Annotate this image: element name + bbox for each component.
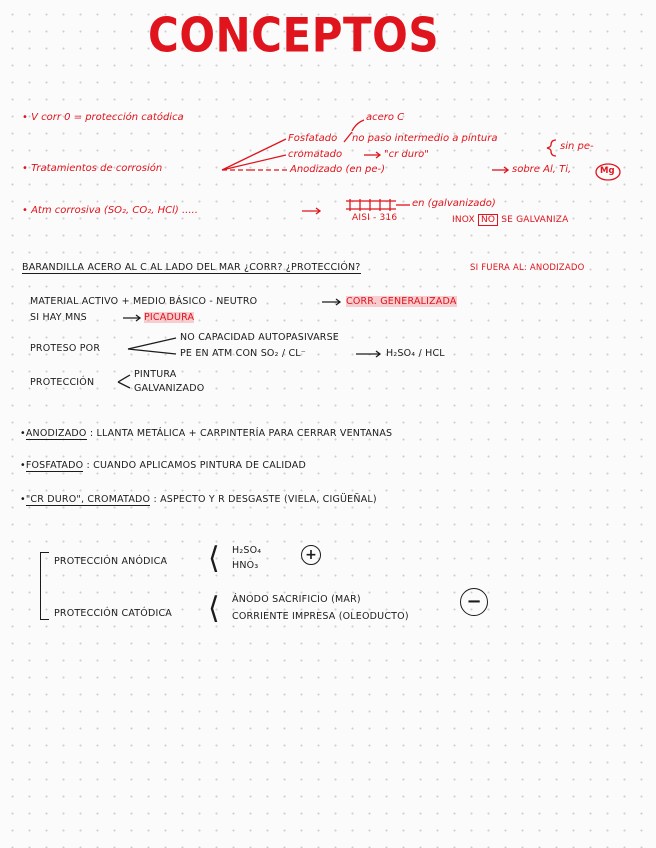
catodica-brace: ⟨ [208,591,220,626]
barandilla-heading-text: BARANDILLA ACERO AL C AL LADO DEL MAR ¿CORR? ¿PROTECCIÓN? [22,262,361,273]
material-line: MATERIAL ACTIVO + MEDIO BÁSICO - NEUTRO [30,296,258,307]
inox-pre: INOX [452,215,475,225]
proteccion-catodica: PROTECCIÓN CATÓDICA [54,608,173,619]
cr-duro-term: "CR DURO", CROMATADO [25,494,151,505]
page-title: CONCEPTOS [148,8,440,63]
proteccion-anodica: PROTECCIÓN ANÓDICA [54,556,168,567]
cromatado-label: cromatado [288,149,343,160]
anodica-brace: ⟨ [208,541,220,576]
fosfatado-term: FOSFATADO [25,460,84,471]
sin-pe: sin pe- [560,141,594,152]
corr-generalizada: CORR. GENERALIZADA [346,296,457,307]
fosfatado-def: •FOSFATADO : CUANDO APLICAMOS PINTURA DE CALIDAD [20,460,306,471]
acero-c: acero C [366,112,405,123]
si-fuera-al: SI FUERA AL: ANODIZADO [470,263,585,273]
atm-label: • Atm corrosiva (SO₂, CO₂, HCl) ..... [22,205,198,216]
fosfatado-note: no paso intermedio a pintura [352,133,498,144]
proteso-por: PROTESO POR [30,343,101,354]
h2so4-hcl: H₂SO₄ / HCL [386,348,445,359]
catodica-item-2: CORRIENTE IMPRESA (OLEODUCTO) [232,611,409,622]
cr-duro-def: •"CR DURO", CROMATADO : ASPECTO Y R DESGASTE (VIELA, CIGÜEÑAL) [20,494,377,505]
minus-sign-icon: − [460,588,488,616]
inox-post: SE GALVANIZA [501,215,569,225]
fosfatado-label: Fosfatado [288,133,338,144]
vcorr-line: • V corr 0 = protección catódica [22,112,184,123]
anodizado-term: ANODIZADO [25,428,87,439]
no-capacidad: NO CAPACIDAD AUTOPASIVARSE [180,332,340,343]
anodizado-def: •ANODIZADO : LLANTA METÁLICA + CARPINTERÍA PARA CERRAR VENTANAS [20,428,393,439]
mg-label: Mg [600,166,615,176]
anodizado-label: Anodizado (en pe-) [290,164,386,175]
picadura: PICADURA [144,312,195,323]
tratamientos-label: • Tratamientos de corrosión [22,163,163,174]
cromatado-note: "cr duro" [384,149,429,160]
galvanizado-note: en (galvanizado) [412,198,496,209]
inox-no-box: NO [478,214,498,226]
inox-line [452,215,568,225]
catodica-item-1: ÁNODO SACRIFICIO (MAR) [232,594,361,605]
fosfatado-text: : CUANDO APLICAMOS PINTURA DE CALIDAD [86,460,306,471]
anodica-item-2: HNO₃ [232,560,259,571]
si-hay-mns: SI HAY MNS [30,312,87,323]
anodizado-text: : LLANTA METÁLICA + CARPINTERÍA PARA CERRAR VENTANAS [89,428,393,439]
pe-atm: PE EN ATM CON SO₂ / CL⁻ [180,348,306,359]
aisi-label: AISI - 316 [352,213,398,223]
cr-duro-text: : ASPECTO Y R DESGASTE (VIELA, CIGÜEÑAL) [153,494,377,505]
proteccion-bracket [40,552,49,620]
anodizado-note: sobre Al, Ti, [512,164,572,175]
anodica-item-1: H₂SO₄ [232,545,262,556]
plus-sign-icon: + [301,545,321,565]
galvanizado: GALVANIZADO [134,383,205,394]
proteccion-label: PROTECCIÓN [30,377,95,388]
barandilla-heading [22,262,361,273]
pintura: PINTURA [134,369,177,380]
